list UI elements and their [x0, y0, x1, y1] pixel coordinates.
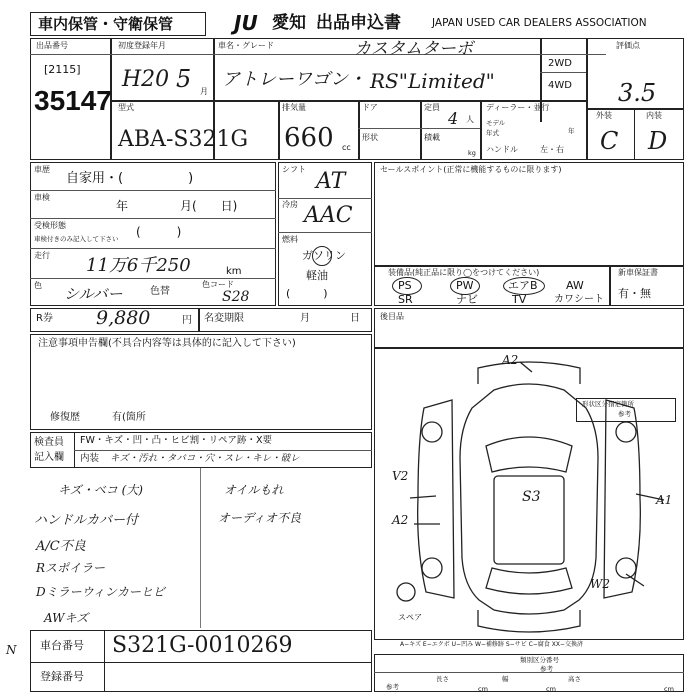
registration-label: 初度登録年月 — [118, 41, 166, 50]
exterior-grade: C — [600, 127, 619, 155]
notes-label: 注意事項申告欄(不具合内容等は具体的に記入して下さい) — [38, 338, 296, 349]
warranty-value: 有・無 — [618, 287, 651, 300]
equip-airbag-circle — [503, 277, 545, 295]
sheet-title: 出品申込書 — [316, 13, 401, 33]
model-code-value: ABA-S321G — [118, 127, 249, 152]
doors-label: ドア — [362, 103, 378, 112]
fuel-diesel: 軽油 — [306, 269, 328, 282]
inspection-month: 月( 日) — [180, 199, 238, 213]
class-label: 類別区分番号 — [520, 656, 559, 664]
fuel-gasoline: ガソリン — [302, 249, 346, 262]
registration-year: H20 — [122, 67, 170, 92]
remark-right-2: オーディオ不良 — [218, 511, 302, 525]
dealer-year-label: 年式 — [486, 129, 499, 137]
margin-mark: N — [6, 643, 17, 657]
handle-label: ハンドル — [486, 145, 518, 154]
inspector-row1: FW・キズ・凹・凸・ヒビ割・リペア跡・X要 — [80, 435, 272, 446]
equip-airbag: エアB — [508, 279, 538, 292]
dims-cm-3: cm — [664, 685, 674, 693]
chassis-value: S321G-0010269 — [112, 633, 293, 658]
drive-2wd: 2WD — [548, 58, 572, 69]
fuel-label: 燃料 — [282, 235, 298, 244]
damage-w2: W2 — [590, 577, 610, 591]
logo-text: 愛知 — [272, 13, 306, 33]
model-name: アトレーワゴン・ — [222, 69, 366, 90]
inspection-year: 年 — [116, 199, 129, 213]
sales-point-label: セールスポイント(正常に機能するものに限ります) — [380, 165, 562, 174]
lot-sub: [2115] — [44, 63, 81, 76]
remark-1: キズ・ベコ (大) — [58, 483, 143, 497]
usage-label: 車歴 — [34, 165, 50, 174]
shape-ref-label: 形状区分指定箇所 — [582, 400, 634, 408]
drive-4wd: 4WD — [548, 80, 572, 91]
equip-sr: SR — [398, 293, 413, 306]
inspection-label: 車検 — [34, 193, 50, 202]
grade-top: カスタムターボ — [354, 39, 473, 59]
model-code-label: 型式 — [118, 103, 134, 112]
equip-ps: PS — [398, 279, 412, 292]
color-value: シルバー — [64, 285, 123, 303]
registration-month-unit: 月 — [200, 87, 208, 96]
inspector-row2-label: 内装 — [80, 453, 100, 464]
remark-5: Dミラーウィンカーヒビ — [36, 585, 165, 599]
color-label: 色 — [34, 281, 42, 290]
damage-a1: A1 — [656, 493, 673, 507]
model-grade: RS"Limited" — [370, 69, 495, 93]
fuel-paren: ( ) — [286, 287, 328, 300]
shift-value: AT — [316, 169, 346, 194]
load-unit: kg — [468, 149, 476, 157]
equip-pw: PW — [456, 279, 474, 292]
registration-month: 5 — [176, 65, 192, 93]
name-change-label: 名変期限 — [204, 313, 244, 324]
logo-mark: JU — [234, 11, 258, 35]
fuel-gasoline-circle — [312, 246, 332, 266]
displacement-value: 660 — [284, 123, 334, 153]
remark-right-1: オイルもれ — [224, 483, 284, 497]
association-name: JAPAN USED CAR DEALERS ASSOCIATION — [432, 17, 647, 29]
cooling-value: AAC — [304, 203, 353, 228]
dims-cm-1: cm — [478, 685, 488, 693]
remark-4: Rスポイラー — [36, 561, 106, 575]
model-name-label: 車名・グレード — [218, 41, 274, 50]
dealer-label: ディーラー・並行 — [486, 103, 550, 112]
sales-box — [374, 162, 684, 266]
storage-label: 車内保管・守衛保管 — [38, 15, 174, 33]
color-code: S28 — [222, 289, 250, 305]
displacement-label: 排気量 — [282, 103, 306, 112]
name-change-month: 月 — [300, 313, 310, 324]
displacement-unit: cc — [342, 143, 351, 152]
mileage-value: 11万6千250 — [86, 255, 191, 276]
handle-value: 左・右 — [540, 145, 564, 154]
usage-value: 自家用・( ) — [66, 171, 194, 186]
shift-label: シフト — [282, 165, 306, 174]
evaluation-label: 評価点 — [616, 41, 640, 50]
equip-ps-circle — [392, 277, 422, 295]
rear-seat-label: 後目品 — [380, 312, 404, 321]
dims-ref-1: 参考 — [540, 665, 553, 673]
shape-label: 形状 — [362, 133, 378, 142]
load-label: 積載 — [424, 133, 440, 142]
mileage-unit: km — [226, 266, 242, 277]
mileage-label: 走行 — [34, 251, 50, 260]
interior-grade: D — [648, 127, 668, 155]
dims-height: 高さ — [568, 675, 581, 683]
dealer-year-unit: 年 — [568, 127, 575, 135]
lot-number: 35147 — [34, 85, 112, 116]
interior-label: 内装 — [646, 111, 662, 120]
dims-ref-2: 参考 — [386, 683, 399, 691]
warranty-label: 新車保証書 — [618, 268, 658, 277]
equip-navi: ナビ — [456, 293, 478, 306]
cooling-label: 冷房 — [282, 200, 298, 209]
recycle-label: R券 — [36, 313, 53, 324]
damage-s3: S3 — [522, 489, 541, 505]
acceptance-paren: ( ) — [136, 225, 182, 239]
inspector-row2: キズ・汚れ・タバコ・穴・スレ・キレ・破レ — [110, 453, 300, 464]
equipment-label: 装備品(純正品に限り◯をつけてください) — [388, 268, 540, 277]
damage-v2: V2 — [392, 469, 409, 483]
acceptance-label: 受検形態 — [34, 221, 66, 230]
spare-label: スペア — [398, 613, 422, 622]
equip-pw-circle — [450, 277, 480, 295]
chassis-label: 車台番号 — [40, 639, 84, 652]
lot-label: 出品番号 — [36, 41, 68, 50]
rear-box — [374, 308, 684, 348]
remark-2: ハンドルカバー付 — [34, 513, 139, 528]
repair-label: 修復歴 — [50, 412, 80, 423]
name-change-day: 日 — [350, 313, 360, 324]
shape-ref-sub: 参考 — [618, 410, 631, 418]
capacity-label: 定員 — [424, 103, 440, 112]
exterior-label: 外装 — [596, 111, 612, 120]
color-code-label: 色コード — [202, 280, 234, 289]
inspector-label-1: 検査員 — [34, 437, 64, 448]
remark-6: AWキズ — [44, 611, 89, 625]
capacity-value: 4 — [448, 109, 459, 128]
inspector-label-2: 記入欄 — [34, 452, 64, 463]
dims-width: 幅 — [502, 675, 509, 683]
damage-legend: A−キズ E−エクボ U−凹み W−補修跡 S−サビ C−腐食 XX−交換済 — [400, 641, 583, 648]
damage-a2-left: A2 — [392, 513, 409, 527]
equip-tv: TV — [512, 293, 527, 306]
repair-value: 有(箇所 — [112, 412, 146, 423]
recycle-value: 9,880 — [96, 307, 151, 329]
dims-length: 長さ — [436, 675, 449, 683]
dealer-model-label: モデル — [486, 119, 506, 127]
equip-leather: カワシート — [554, 294, 604, 305]
damage-a2-top: A2 — [502, 353, 519, 367]
equip-aw: AW — [566, 279, 584, 292]
color-change-label: 色替 — [150, 286, 170, 297]
recycle-unit: 円 — [182, 315, 192, 326]
capacity-unit: 人 — [466, 115, 474, 124]
dims-cm-2: cm — [546, 685, 556, 693]
recycle-box — [30, 308, 372, 332]
reg-no-label: 登録番号 — [40, 670, 84, 683]
remark-3: A/C不良 — [36, 539, 86, 554]
evaluation-score: 3.5 — [618, 79, 657, 107]
acceptance-note: 車検付きのみ記入して下さい — [34, 235, 119, 243]
